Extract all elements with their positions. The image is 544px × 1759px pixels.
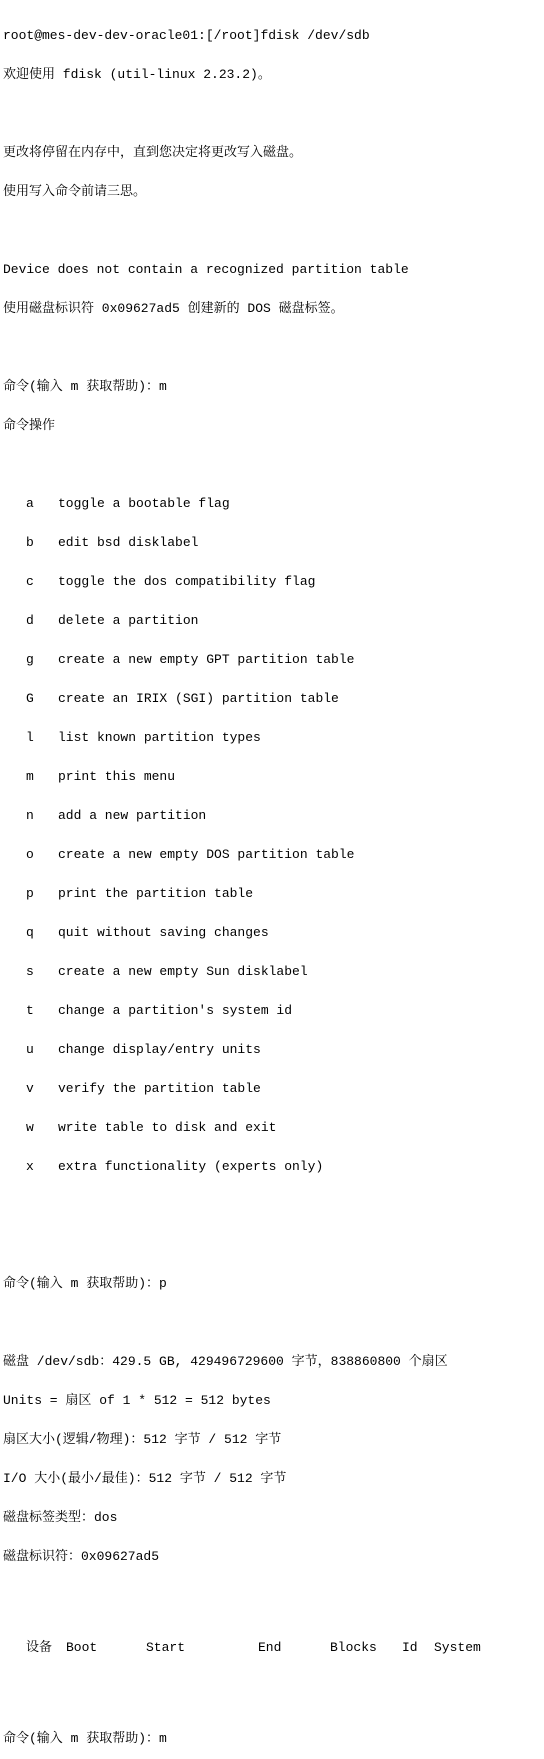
column-blocks: Blocks bbox=[330, 1640, 377, 1655]
column-end: End bbox=[258, 1640, 282, 1655]
menu-desc: create a new empty DOS partition table bbox=[58, 847, 355, 862]
menu-desc: quit without saving changes bbox=[58, 925, 269, 940]
column-boot: Boot bbox=[66, 1640, 98, 1655]
terminal-output[interactable] bbox=[3, 3, 541, 1758]
menu-key: w bbox=[26, 1120, 34, 1135]
menu-desc: list known partition types bbox=[58, 730, 261, 745]
menu-key: o bbox=[26, 847, 34, 862]
menu-desc: create a new empty GPT partition table bbox=[58, 652, 355, 667]
partition-table-header bbox=[3, 1641, 541, 1654]
io-size-info: I/O 大小(最小/最佳)：512 字节 / 512 字节 bbox=[3, 1471, 287, 1486]
menu-item bbox=[3, 965, 541, 978]
menu-desc: print this menu bbox=[58, 769, 176, 784]
menu-desc: change display/entry units bbox=[58, 1042, 261, 1057]
menu-desc: toggle the dos compatibility flag bbox=[58, 574, 316, 589]
command-menu bbox=[3, 471, 541, 1199]
menu-desc: toggle a bootable flag bbox=[58, 496, 230, 511]
menu-item bbox=[3, 887, 541, 900]
prompt-line: 命令(输入 m 获取帮助)：m bbox=[3, 1731, 167, 1746]
menu-desc: change a partition's system id bbox=[58, 1003, 293, 1018]
blank-line bbox=[3, 1589, 541, 1602]
menu-key: b bbox=[26, 535, 34, 550]
blank-line bbox=[3, 107, 541, 120]
blank-line bbox=[3, 1316, 541, 1329]
menu-item bbox=[3, 1004, 541, 1017]
write-warning: 使用写入命令前请三思。 bbox=[3, 184, 147, 199]
menu-key: x bbox=[26, 1159, 34, 1174]
menu-item bbox=[3, 536, 541, 549]
menu-item bbox=[3, 848, 541, 861]
menu-desc: extra functionality (experts only) bbox=[58, 1159, 324, 1174]
menu-key: q bbox=[26, 925, 34, 940]
blank-line bbox=[3, 1693, 541, 1706]
menu-desc: create an IRIX (SGI) partition table bbox=[58, 691, 339, 706]
disk-id-info: 磁盘标识符：0x09627ad5 bbox=[3, 1549, 160, 1564]
blank-line bbox=[3, 341, 541, 354]
menu-key: u bbox=[26, 1042, 34, 1057]
blank-line bbox=[3, 1238, 541, 1251]
menu-desc: add a new partition bbox=[58, 808, 207, 823]
label-type-info: 磁盘标签类型：dos bbox=[3, 1510, 118, 1525]
menu-key: p bbox=[26, 886, 34, 901]
prompt-line: 命令(输入 m 获取帮助)：m bbox=[3, 379, 167, 394]
no-partition-table-notice: Device does not contain a recognized partition table bbox=[3, 262, 409, 277]
menu-desc: print the partition table bbox=[58, 886, 254, 901]
menu-key: c bbox=[26, 574, 34, 589]
menu-item bbox=[3, 653, 541, 666]
menu-item bbox=[3, 1160, 541, 1173]
menu-item bbox=[3, 497, 541, 510]
menu-key: n bbox=[26, 808, 34, 823]
menu-heading: 命令操作 bbox=[3, 418, 56, 433]
column-device: 设备 bbox=[26, 1640, 53, 1655]
column-id: Id bbox=[402, 1640, 418, 1655]
menu-desc: verify the partition table bbox=[58, 1081, 261, 1096]
menu-key: s bbox=[26, 964, 34, 979]
blank-line bbox=[3, 224, 541, 237]
menu-key: v bbox=[26, 1081, 34, 1096]
menu-item bbox=[3, 1082, 541, 1095]
menu-item bbox=[3, 770, 541, 783]
menu-item bbox=[3, 692, 541, 705]
welcome-message: 欢迎使用 fdisk (util-linux 2.23.2)。 bbox=[3, 67, 271, 82]
memory-notice: 更改将停留在内存中，直到您决定将更改写入磁盘。 bbox=[3, 145, 303, 160]
menu-key: t bbox=[26, 1003, 34, 1018]
command-line: root@mes-dev-dev-oracle01:[/root]fdisk /dev/sdb bbox=[3, 28, 370, 43]
menu-key: l bbox=[26, 730, 34, 745]
menu-key: d bbox=[26, 613, 34, 628]
column-start: Start bbox=[146, 1640, 186, 1655]
menu-key: g bbox=[26, 652, 34, 667]
column-system: System bbox=[434, 1640, 481, 1655]
new-label-notice: 使用磁盘标识符 0x09627ad5 创建新的 DOS 磁盘标签。 bbox=[3, 301, 344, 316]
menu-item bbox=[3, 731, 541, 744]
menu-item bbox=[3, 1121, 541, 1134]
menu-desc: write table to disk and exit bbox=[58, 1120, 277, 1135]
menu-key: a bbox=[26, 496, 34, 511]
sector-size-info: 扇区大小(逻辑/物理)：512 字节 / 512 字节 bbox=[3, 1432, 282, 1447]
menu-item bbox=[3, 1043, 541, 1056]
menu-item bbox=[3, 926, 541, 939]
menu-desc: delete a partition bbox=[58, 613, 199, 628]
prompt-line: 命令(输入 m 获取帮助)：p bbox=[3, 1276, 167, 1291]
menu-key: m bbox=[26, 769, 34, 784]
menu-key: G bbox=[26, 691, 34, 706]
units-info: Units = 扇区 of 1 * 512 = 512 bytes bbox=[3, 1393, 271, 1408]
menu-item bbox=[3, 614, 541, 627]
menu-desc: edit bsd disklabel bbox=[58, 535, 199, 550]
menu-item bbox=[3, 575, 541, 588]
menu-desc: create a new empty Sun disklabel bbox=[58, 964, 308, 979]
disk-info: 磁盘 /dev/sdb：429.5 GB, 429496729600 字节，838860800 个扇区 bbox=[3, 1354, 448, 1369]
menu-item bbox=[3, 809, 541, 822]
